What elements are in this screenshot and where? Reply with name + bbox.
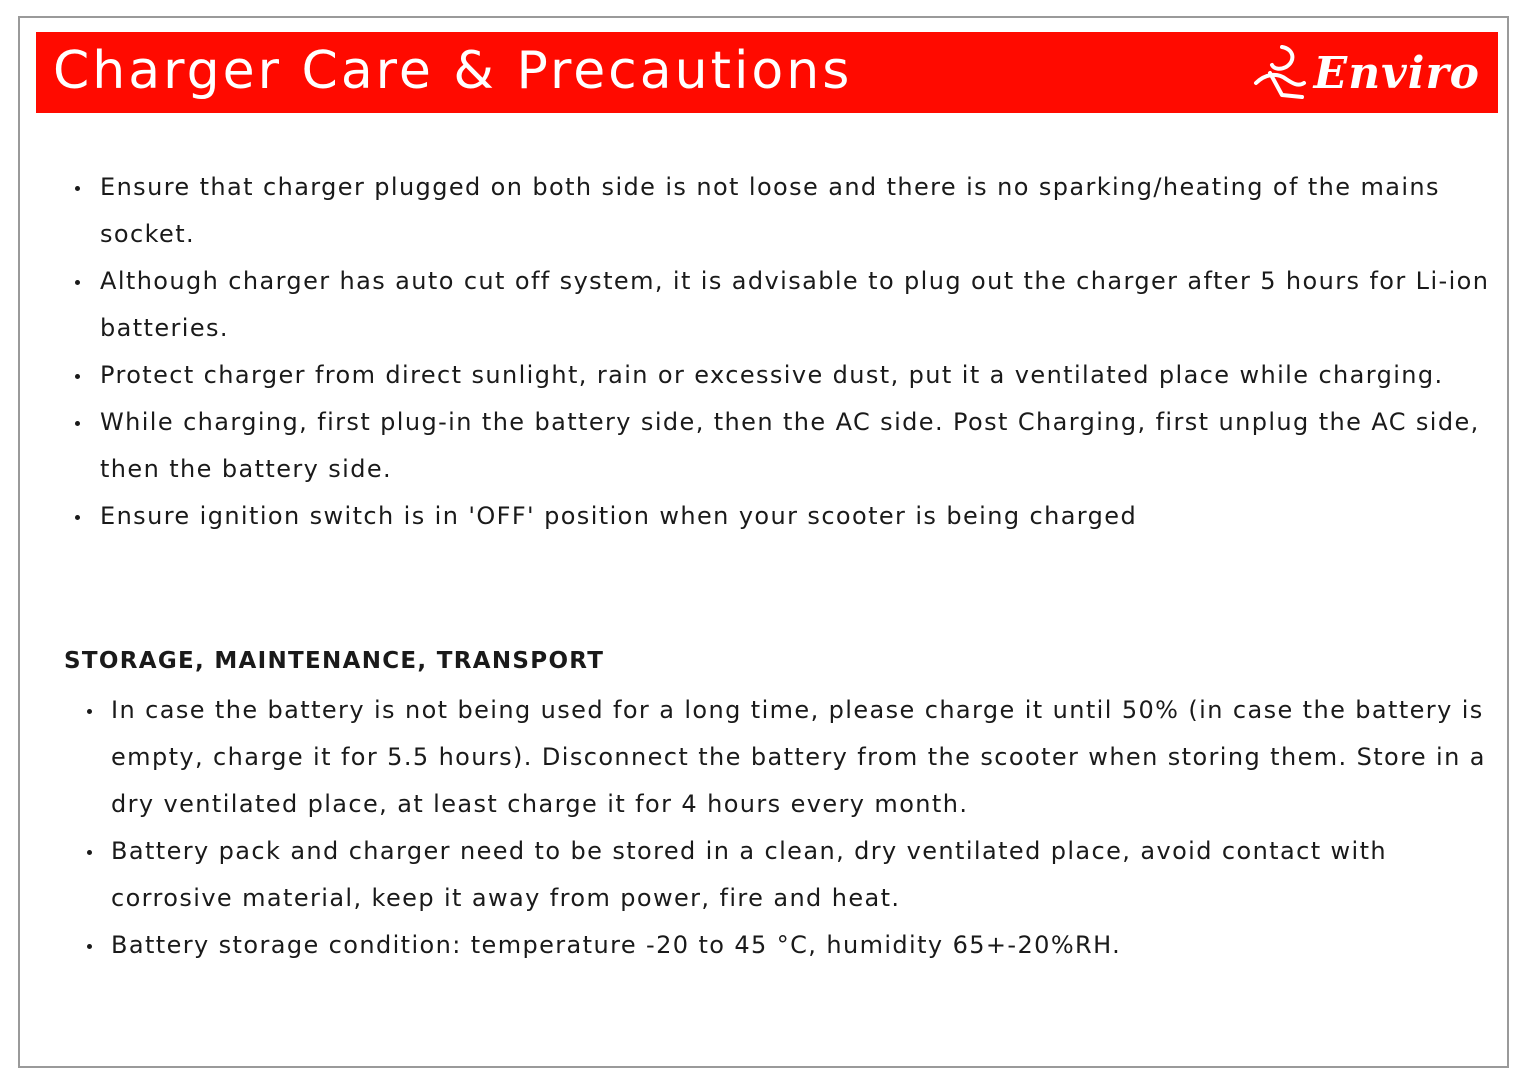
brand-logo	[1252, 40, 1480, 106]
list-item	[100, 352, 1490, 399]
page-title: Charger Care & Precautions	[53, 41, 853, 101]
list-item-text: While charging, first plug-in the battery side, then the AC side. Post Charging, first unplug the AC side, then the battery side.	[100, 408, 1480, 483]
list-item	[100, 164, 1490, 258]
list-item-text: Battery storage condition: temperature -20 to 45 °C, humidity 65+-20%RH.	[111, 931, 1122, 959]
brand-wordmark: Enviro	[1313, 47, 1480, 99]
storage-list	[111, 687, 1491, 969]
bullet-icon	[75, 280, 80, 285]
list-item-text: In case the battery is not being used for a long time, please charge it until 50% (in case the battery is empty, charge it for 5.5 hours). Disconnect the battery from the scooter when storing them. Store in a dry ventilated place, at least charge it for 4 hours every month.	[111, 696, 1486, 818]
list-item-text: Ensure that charger plugged on both side is not loose and there is no sparking/heating of the mains socket.	[100, 173, 1440, 248]
list-item	[111, 922, 1491, 969]
bullet-icon	[75, 374, 80, 379]
list-item	[100, 258, 1490, 352]
list-item	[100, 493, 1490, 540]
bullet-icon	[87, 709, 92, 714]
storage-section-heading: STORAGE, MAINTENANCE, TRANSPORT	[64, 648, 605, 674]
list-item	[100, 399, 1490, 493]
swirl-logo-icon	[1252, 43, 1308, 103]
header-banner	[36, 32, 1498, 113]
bullet-icon	[75, 515, 80, 520]
list-item-text: Protect charger from direct sunlight, rain or excessive dust, put it a ventilated place while charging.	[100, 361, 1444, 389]
list-item	[111, 828, 1491, 922]
list-item-text: Ensure ignition switch is in 'OFF' position when your scooter is being charged	[100, 502, 1138, 530]
charger-care-list	[100, 164, 1490, 540]
list-item	[111, 687, 1491, 828]
list-item-text: Battery pack and charger need to be stored in a clean, dry ventilated place, avoid contact with corrosive material, keep it away from power, fire and heat.	[111, 837, 1388, 912]
bullet-icon	[75, 421, 80, 426]
list-item-text: Although charger has auto cut off system, it is advisable to plug out the charger after 5 hours for Li-ion batteries.	[100, 267, 1490, 342]
bullet-icon	[75, 186, 80, 191]
bullet-icon	[87, 850, 92, 855]
bullet-icon	[87, 944, 92, 949]
